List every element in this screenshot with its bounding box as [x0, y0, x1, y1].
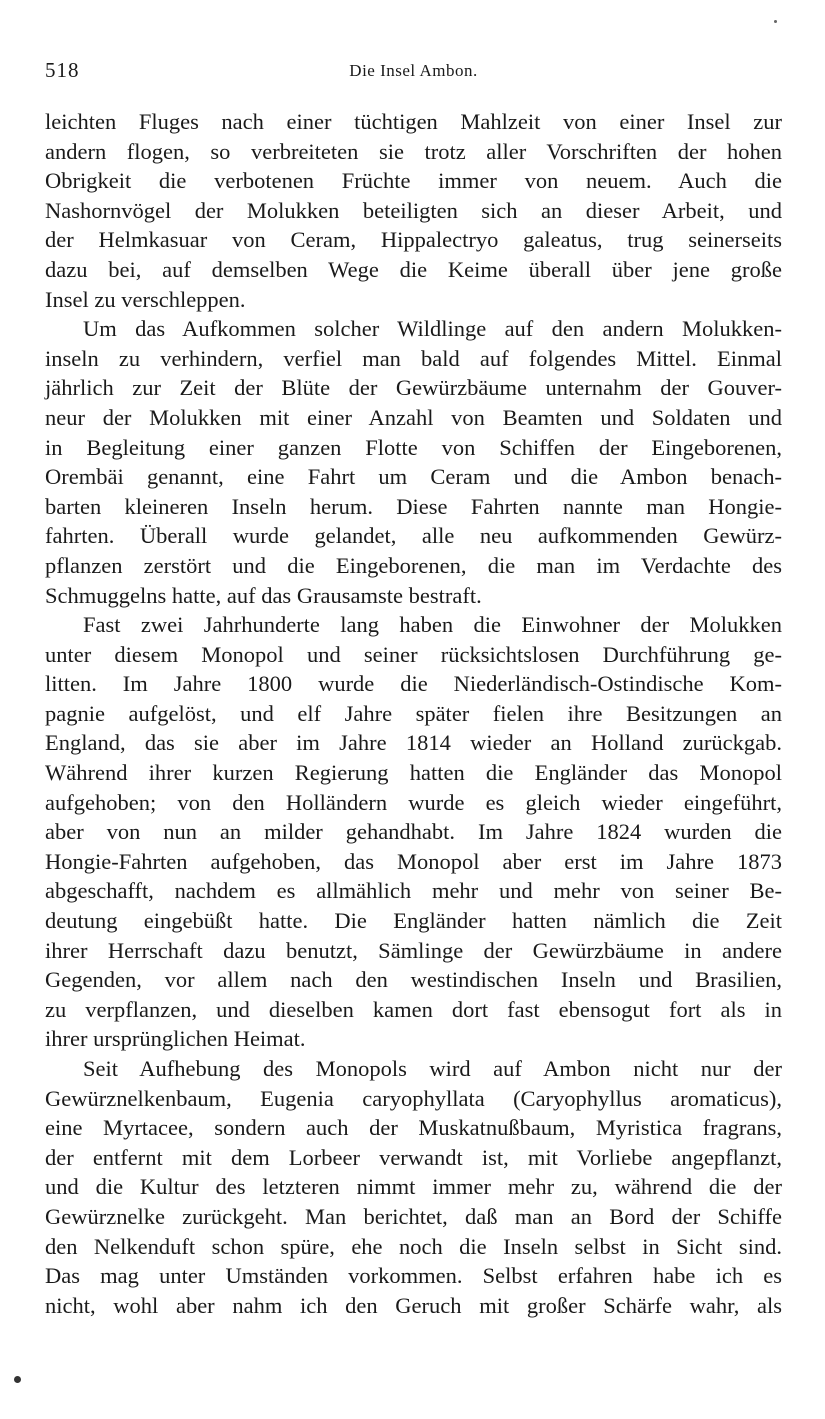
text-line: Obrigkeit die verbotenen Früchte immer von neuem. Auch die [45, 168, 782, 194]
scan-speck [14, 1376, 21, 1383]
text-line: der Helmkasuar von Ceram, Hippalectryo galeatus, trug seinerseits [45, 227, 782, 253]
text-line: barten kleineren Inseln herum. Diese Fahrten nannte man Hongie- [45, 493, 782, 519]
text-line: Um das Aufkommen solcher Wildlinge auf den andern Molukken- [83, 316, 782, 342]
page-header [45, 58, 782, 88]
text-line: ihrer ursprünglichen Heimat. [45, 1026, 306, 1052]
text-line: abgeschafft, nachdem es allmählich mehr und mehr von seiner Be- [45, 878, 782, 904]
text-line: pagnie aufgelöst, und elf Jahre später fielen ihre Besitzungen an [45, 700, 782, 726]
text-line: Hongie-Fahrten aufgehoben, das Monopol aber erst im Jahre 1873 [45, 848, 782, 874]
text-line: pflanzen zerstört und die Eingeborenen, die man im Verdachte des [45, 552, 782, 578]
text-line: Schmuggelns hatte, auf das Grausamste bestraft. [45, 582, 482, 608]
text-line: England, das sie aber im Jahre 1814 wieder an Holland zurückgab. [45, 730, 782, 756]
text-line: jährlich zur Zeit der Blüte der Gewürzbäume unternahm der Gouver- [45, 375, 782, 401]
text-line: Gegenden, vor allem nach den westindischen Inseln und Brasilien, [45, 967, 782, 993]
text-line: Fast zwei Jahrhunderte lang haben die Einwohner der Molukken [83, 612, 782, 638]
text-line: deutung eingebüßt hatte. Die Engländer hatten nämlich die Zeit [45, 908, 782, 934]
running-head: Die Insel Ambon. [349, 61, 478, 80]
text-line: der entfernt mit dem Lorbeer verwandt ist, mit Vorliebe angepflanzt, [45, 1144, 782, 1170]
text-line: ihrer Herrschaft dazu benutzt, Sämlinge der Gewürzbäume in andere [45, 937, 782, 963]
text-line: und die Kultur des letzteren nimmt immer mehr zu, während die der [45, 1174, 782, 1200]
text-line: fahrten. Überall wurde gelandet, alle neu aufkommenden Gewürz- [45, 523, 782, 549]
text-line: Gewürznelke zurückgeht. Man berichtet, daß man an Bord der Schiffe [45, 1203, 782, 1229]
text-line: andern flogen, so verbreiteten sie trotz aller Vorschriften der hohen [45, 138, 782, 164]
text-line: zu verpflanzen, und dieselben kamen dort fast ebensogut fort als in [45, 996, 782, 1022]
paragraph [45, 1054, 782, 1320]
text-line: Seit Aufhebung des Monopols wird auf Ambon nicht nur der [83, 1056, 782, 1081]
text-line: Gewürznelkenbaum, Eugenia caryophyllata (Caryophyllus aromaticus), [45, 1085, 782, 1111]
text-line: leichten Fluges nach einer tüchtigen Mahlzeit von einer Insel zur [45, 109, 782, 134]
text-line: unter diesem Monopol und seiner rücksichtslosen Durchführung ge- [45, 641, 782, 667]
text-line: neur der Molukken mit einer Anzahl von Beamten und Soldaten und [45, 404, 782, 430]
text-line: den Nelkenduft schon spüre, ehe noch die Inseln selbst in Sicht sind. [45, 1233, 782, 1259]
text-line: in Begleitung einer ganzen Flotte von Schiffen der Eingeborenen, [45, 434, 782, 460]
text-line: Insel zu verschleppen. [45, 286, 246, 312]
text-line: litten. Im Jahre 1800 wurde die Niederländisch-Ostindische Kom- [45, 671, 782, 697]
text-line: Nashornvögel der Molukken beteiligten sich an dieser Arbeit, und [45, 197, 782, 223]
text-line: dazu bei, auf demselben Wege die Keime überall über jene große [45, 256, 782, 282]
text-line: Während ihrer kurzen Regierung hatten die Engländer das Monopol [45, 760, 782, 786]
paragraph [45, 314, 782, 610]
text-line: inseln zu verhindern, verfiel man bald auf folgendes Mittel. Einmal [45, 345, 782, 371]
paragraph [45, 610, 782, 1054]
paragraph [45, 107, 782, 314]
text-line: aufgehoben; von den Holländern wurde es gleich wieder eingeführt, [45, 789, 782, 815]
text-line: Orembäi genannt, eine Fahrt um Ceram und die Ambon benach- [45, 464, 782, 490]
text-line: Das mag unter Umständen vorkommen. Selbst erfahren habe ich es [45, 1263, 782, 1289]
scan-speck [774, 20, 777, 23]
text-line: eine Myrtacee, sondern auch der Muskatnußbaum, Myristica fragrans, [45, 1115, 782, 1141]
text-line: nicht, wohl aber nahm ich den Geruch mit großer Schärfe wahr, als [45, 1292, 782, 1318]
text-line: aber von nun an milder gehandhabt. Im Jahre 1824 wurden die [45, 819, 782, 845]
body-text [45, 107, 782, 1320]
page-number: 518 [45, 58, 80, 82]
